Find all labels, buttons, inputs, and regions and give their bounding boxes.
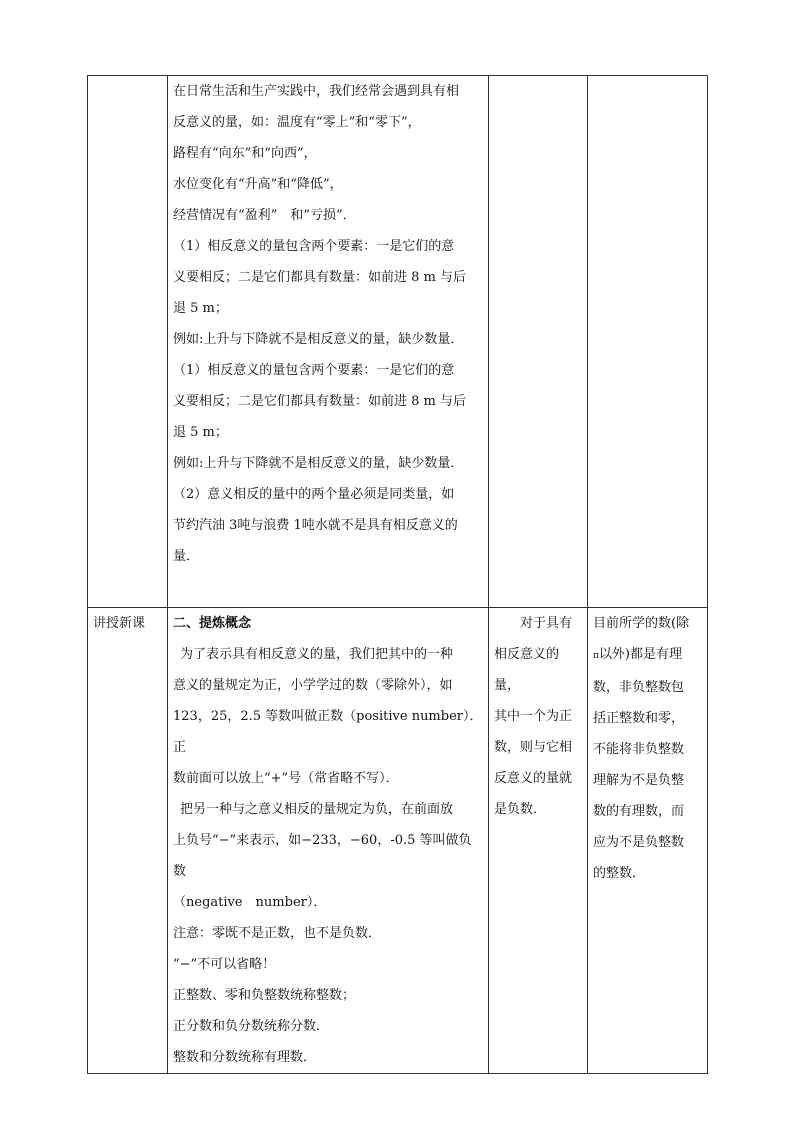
text-line: 路程有“向东”和“向西”， — [173, 146, 317, 161]
text-line: 义要相反；二是它们都具有数量：如前进 8 m 与后 — [173, 270, 466, 285]
text-line: （1）相反意义的量包含两个要素：一是它们的意 — [173, 239, 455, 254]
text-line: 水位变化有“升高”和“降低”， — [173, 177, 343, 192]
text-line: 正分数和负分数统称分数． — [173, 1019, 330, 1034]
stage-cell — [88, 608, 168, 1074]
text-line: 理解为不是负整 — [593, 773, 685, 788]
lesson-table — [87, 75, 708, 1074]
text-line: 是负数． — [494, 802, 547, 817]
text-fragment: 以外)都是有理 — [598, 647, 682, 662]
text-line: 不能将非负整数 — [593, 742, 685, 757]
text-line: 的整数． — [593, 866, 646, 881]
stage-cell — [88, 76, 168, 608]
text-line: 应为不是负整数 — [593, 835, 685, 850]
content-cell — [168, 608, 489, 1074]
text-line: 在日常生活和生产实践中，我们经常会遇到具有相 — [173, 84, 460, 99]
text-line: （2）意义相反的量中的两个量必须是同类量，如 — [173, 487, 455, 502]
text-line: 相反意义的量， — [494, 647, 560, 693]
design-intent-cell — [489, 76, 588, 608]
notes-cell — [588, 608, 708, 1074]
text-line: 数前面可以放上“+”号（常省略不写）． — [173, 771, 399, 786]
text-line: “−”不可以省略！ — [173, 957, 276, 972]
text-line: 义要相反；二是它们都具有数量：如前进 8 m 与后 — [173, 394, 466, 409]
text-line: 为了表示具有相反意义的量，我们把其中的一种 — [180, 647, 454, 662]
text-line: 量． — [173, 549, 200, 564]
text-line: 数，非负整数包 — [593, 680, 685, 695]
text-line: 正整数、零和负整数统称整数； — [173, 988, 356, 1003]
text-line: 节约汽油 3吨与浪费 1吨水就不是具有相反意义的 — [173, 518, 458, 533]
text-line: 其中一个为正 — [494, 709, 573, 724]
text-line: 退 5 m； — [173, 425, 228, 440]
text-line: 括正整数和零， — [593, 711, 685, 726]
text-line: 意义的量规定为正，小学学过的数（零除外），如 — [173, 678, 453, 693]
text-line: 反意义的量，如：温度有“零上”和“零下”， — [173, 115, 421, 130]
text-line: 例如:上升与下降就不是相反意义的量，缺少数量． — [173, 456, 464, 471]
text-line: （negative number）． — [173, 895, 327, 910]
content-cell — [168, 76, 489, 608]
text-line: 经营情况有“盈利” 和“亏损”． — [173, 208, 356, 223]
pi-symbol: π — [593, 651, 599, 661]
text-line: 反意义的量就 — [494, 771, 573, 786]
text-line: 注意：零既不是正数，也不是负数． — [173, 926, 382, 941]
text-line: 对于具有 — [520, 616, 573, 631]
stage-label: 讲授新课 — [93, 616, 146, 631]
text-line: （1）相反意义的量包含两个要素：一是它们的意 — [173, 363, 455, 378]
text-line: 退 5 m； — [173, 301, 228, 316]
text-line: 数的有理数，而 — [593, 804, 685, 819]
text-line: 123，25，2.5 等数叫做正数（positive number）．正 — [173, 709, 483, 755]
text-line: 例如:上升与下降就不是相反意义的量，缺少数量． — [173, 332, 464, 347]
table-row — [88, 76, 708, 608]
table-row — [88, 608, 708, 1074]
text-line — [593, 639, 702, 672]
text-line: 上负号“−”来表示，如−233，−60，-0.5 等叫做负数 — [173, 833, 472, 879]
notes-cell — [588, 76, 708, 608]
section-heading: 二、提炼概念 — [173, 616, 252, 631]
text-line: 整数和分数统称有理数． — [173, 1050, 317, 1065]
text-line: 数，则与它相 — [494, 740, 573, 755]
text-line: 把另一种与之意义相反的量规定为负，在前面放 — [180, 802, 454, 817]
design-intent-cell — [489, 608, 588, 1074]
text-line: 目前所学的数(除 — [593, 616, 690, 631]
